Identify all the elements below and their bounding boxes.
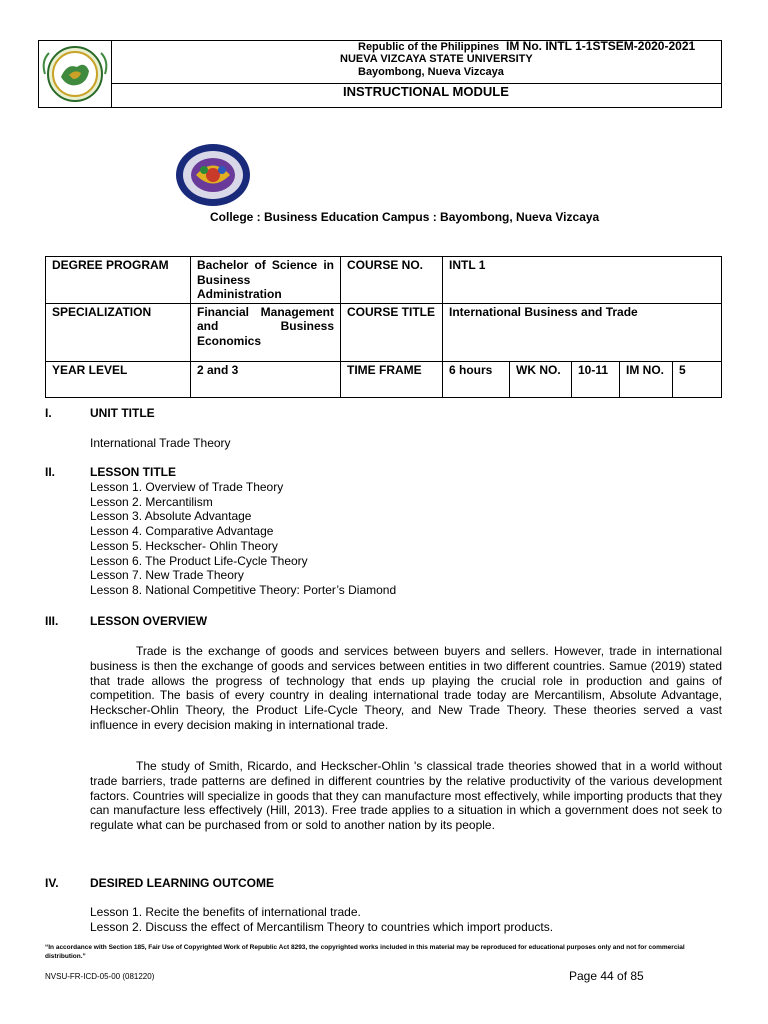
list-item: Lesson 5. Heckscher- Ohlin Theory <box>90 538 278 553</box>
college-line: College : Business Education Campus : Bayombong, Nueva Vizcaya <box>210 210 600 224</box>
form-code: NVSU-FR-ICD-05-00 (081220) <box>45 972 155 981</box>
list-item: Lesson 6. The Product Life-Cycle Theory <box>90 553 308 568</box>
university-logo-cell <box>39 41 112 107</box>
list-item: Lesson 3. Absolute Advantage <box>90 509 252 524</box>
section-title-lesson: LESSON TITLE <box>90 465 177 479</box>
wk-value: 10-11 <box>572 361 620 397</box>
section-title-overview: LESSON OVERVIEW <box>90 614 208 628</box>
degree-value: Bachelor of Science in Business Administration <box>191 257 341 304</box>
section-title-unit: UNIT TITLE <box>90 406 155 420</box>
time-frame-value: 6 hours <box>443 361 510 397</box>
section-title-outcome: DESIRED LEARNING OUTCOME <box>90 876 275 890</box>
section-number: I. <box>45 406 52 420</box>
republic-line: Republic of the Philippines <box>358 41 500 53</box>
im-no-label: IM NO. <box>620 361 673 397</box>
list-item: Lesson 2. Discuss the effect of Mercantilism Theory to countries which import products. <box>90 919 554 934</box>
list-item: Lesson 4. Comparative Advantage <box>90 524 274 539</box>
degree-label: DEGREE PROGRAM <box>46 257 191 304</box>
university-name: NUEVA VIZCAYA STATE UNIVERSITY <box>340 53 533 65</box>
college-logo <box>174 142 252 208</box>
year-level-value: 2 and 3 <box>191 361 341 397</box>
module-title: INSTRUCTIONAL MODULE <box>343 84 509 99</box>
unit-title-text: International Trade Theory <box>90 436 231 450</box>
table-row <box>46 361 722 397</box>
section-number: II. <box>45 465 56 479</box>
im-no-value: 5 <box>673 361 722 397</box>
list-item: Lesson 1. Recite the benefits of international trade. <box>90 905 361 919</box>
specialization-label: SPECIALIZATION <box>46 303 191 361</box>
specialization-value: Financial Management and Business Economics <box>191 303 341 361</box>
outcome-list <box>90 905 553 934</box>
section-number: III. <box>45 614 59 628</box>
table-row <box>46 303 722 361</box>
course-no-value: INTL 1 <box>443 257 722 304</box>
list-item: Lesson 8. National Competitive Theory: Porter’s Diamond <box>90 582 397 597</box>
im-code: IM No. INTL 1-1STSEM-2020-2021 <box>506 39 696 53</box>
course-title-label: COURSE TITLE <box>341 303 443 361</box>
wk-label: WK NO. <box>510 361 572 397</box>
university-seal-logo <box>39 41 112 107</box>
course-title-value: International Business and Trade <box>443 303 722 361</box>
overview-paragraph: The study of Smith, Ricardo, and Heckscher-Ohlin 's classical trade theories showed that in a world without trade barriers, trade patterns are defined in different countries by the relative productivity of the various development factors. Countries will specialize in goods that they can manufacture most effectively, while importing products that they can manufacture less effectively (Hill, 2013). Free trade applies to a situation in which a government does not seek to regulate what can be purchased from or sold to another nation by its people. <box>90 759 722 833</box>
list-item: Lesson 2. Mercantilism <box>90 494 213 509</box>
course-info-table <box>45 256 722 398</box>
copyright-note: “In accordance with Section 185, Fair Use of Copyrighted Work of Republic Act 8293, the copyrighted works included in this material may be reproduced for educational purposes only and not for commercial distribution.” <box>45 944 685 960</box>
time-frame-label: TIME FRAME <box>341 361 443 397</box>
course-no-label: COURSE NO. <box>341 257 443 304</box>
page-number: Page 44 of 85 <box>569 969 644 983</box>
section-number: IV. <box>45 876 59 890</box>
university-location: Bayombong, Nueva Vizcaya <box>358 66 504 78</box>
list-item: Lesson 7. New Trade Theory <box>90 568 244 583</box>
table-row <box>46 257 722 304</box>
year-level-label: YEAR LEVEL <box>46 361 191 397</box>
list-item: Lesson 1. Overview of Trade Theory <box>90 480 284 494</box>
overview-paragraph: Trade is the exchange of goods and services between buyers and sellers. However, trade in international business is then the exchange of goods and services between entities in two different countries. Samue (2019) stated that trade allows the progress of technology that ends up playing the crucial role in production and gains of competition. The basis of every country in dealing international trade today are Mercantilism, Absolute Advantage, Heckscher-Ohlin Theory, the Product Life-Cycle Theory, and New Trade Theory. These theories served a vast influence in every decision making in international trade. <box>90 644 722 732</box>
lesson-list <box>90 480 396 598</box>
